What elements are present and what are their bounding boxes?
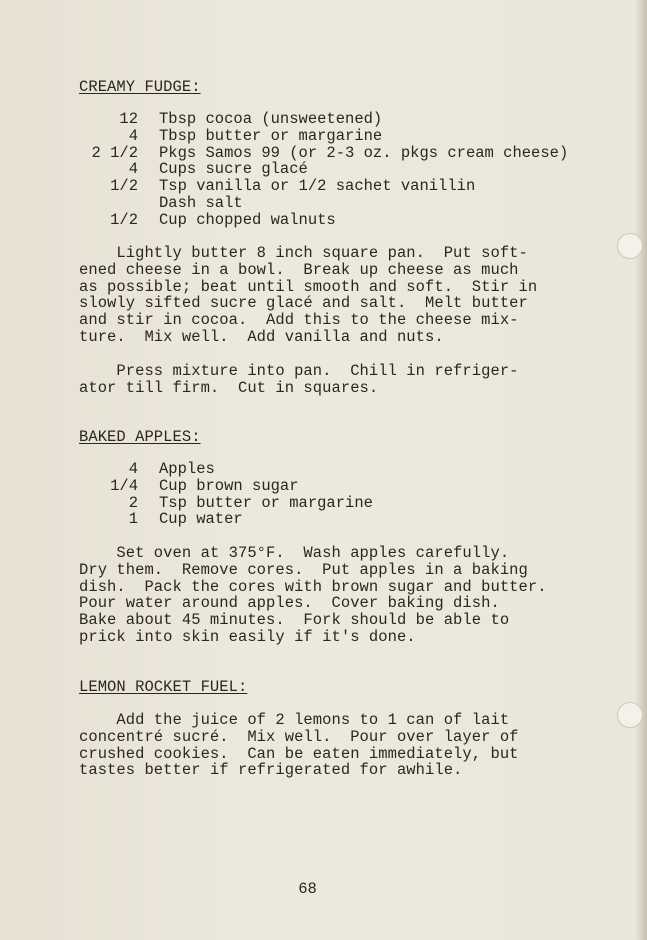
ingredient-quantity: 2 [128, 493, 138, 512]
ingredient-quantity: 2 1/2 [91, 143, 138, 162]
instruction-line: ture. Mix well. Add vanilla and nuts. [79, 328, 444, 346]
recipe-title: CREAMY FUDGE: [79, 78, 201, 96]
ingredient-item: Tbsp butter or margarine [159, 126, 383, 145]
instruction-line: prick into skin easily if it's done. [79, 628, 416, 646]
instruction-line: Pour water around apples. Cover baking dish. [79, 594, 500, 613]
ingredient-item: Pkgs Samos 99 (or 2-3 oz. pkgs cream cheese) [159, 143, 569, 162]
instruction-line: Set oven at 375°F. Wash apples carefully. [79, 544, 510, 562]
punch-hole [617, 702, 643, 728]
ingredient-quantity: 1/2 [110, 177, 138, 196]
instruction-line: dish. Pack the cores with brown sugar and butter. [79, 577, 547, 596]
page-edge-shadow [635, 0, 647, 940]
ingredient-item: Cup water [159, 510, 243, 529]
ingredient-quantity: 4 [128, 126, 138, 145]
instruction-line: concentré sucré. Mix well. Pour over layer of [79, 727, 519, 746]
instruction-line: Press mixture into pan. Chill in refriger- [79, 362, 519, 380]
ingredient-item: Tsp vanilla or 1/2 sachet vanillin [159, 177, 476, 196]
instruction-line: slowly sifted sucre glacé and salt. Melt butter [79, 294, 528, 313]
ingredient-quantity: 1/2 [110, 210, 138, 229]
ingredient-item: Tsp butter or margarine [159, 493, 373, 512]
instruction-line: ator till firm. Cut in squares. [79, 378, 379, 397]
ingredient-quantity: 4 [128, 160, 138, 179]
instruction-line: Dry them. Remove cores. Put apples in a baking [79, 560, 528, 579]
ingredient-quantity: 4 [128, 460, 138, 478]
instruction-line: tastes better if refrigerated for awhile. [79, 761, 463, 780]
ingredient-quantity: 12 [119, 110, 138, 128]
ingredient-item: Cup brown sugar [159, 476, 299, 495]
ingredient-item: Tbsp cocoa (unsweetened) [159, 110, 383, 128]
recipe-title: BAKED APPLES: [79, 428, 201, 446]
ingredient-quantity: 1 [128, 510, 138, 529]
recipe-title: LEMON ROCKET FUEL: [79, 678, 248, 696]
instruction-line: Add the juice of 2 lemons to 1 can of lait [79, 711, 510, 729]
instruction-line: Lightly butter 8 inch square pan. Put soft- [79, 244, 528, 262]
ingredient-item: Cups sucre glacé [159, 160, 308, 179]
instruction-line: and stir in cocoa. Add this to the cheese mix- [79, 311, 519, 330]
instruction-line: as possible; beat until smooth and soft. Stir in [79, 277, 538, 296]
ingredient-quantity: 1/4 [110, 476, 138, 495]
ingredient-item: Apples [159, 460, 215, 478]
instruction-line: ened cheese in a bowl. Break up cheese as much [79, 260, 519, 279]
ingredient-item: Dash salt [159, 194, 243, 212]
ingredient-item: Cup chopped walnuts [159, 210, 336, 229]
page-number: 68 [298, 880, 317, 898]
instruction-line: crushed cookies. Can be eaten immediately, but [79, 744, 519, 763]
instruction-line: Bake about 45 minutes. Fork should be able to [79, 611, 510, 630]
punch-hole [617, 233, 643, 259]
